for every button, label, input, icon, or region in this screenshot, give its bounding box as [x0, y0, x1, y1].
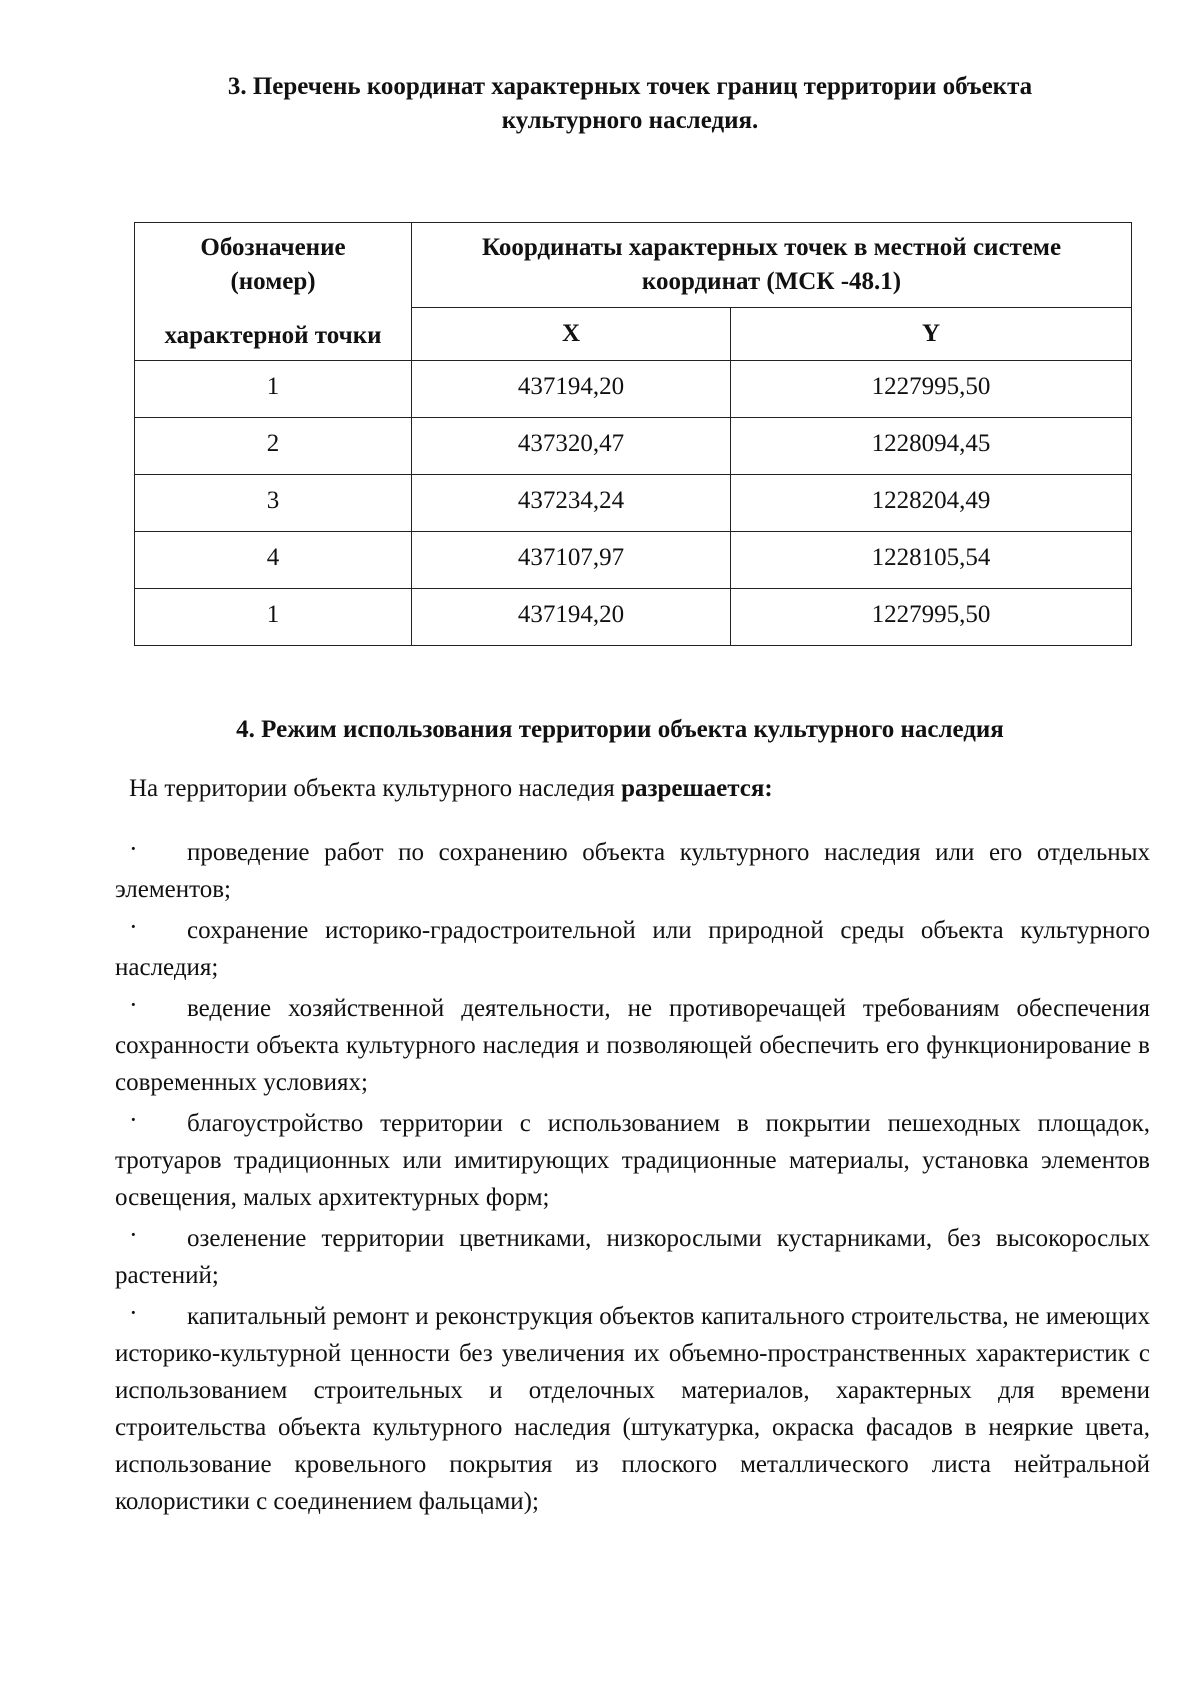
point-designation-header-line-1: Обозначение — [200, 234, 346, 261]
coordinates-header-line-1: Координаты характерных точек в местной системе — [481, 234, 1062, 261]
list-item-text: капитальный ремонт и реконструкция объектов капитального строительства, не имеющих историко-культурной ценности без увеличения их объемно-пространственных характеристик с использованием строительных и отделочных материалов, характерных для времени строительства объекта культурного наследия (штукатурка, окраска фасадов в неяркие цвета, использование кровельного покрытия из плоского металлического листа нейтральной колористики с соединением фальцами); — [115, 1303, 1150, 1515]
y-coordinate-cell: 1227995,50 — [731, 589, 1132, 646]
coordinates-header-line-2: координат (МСК -48.1) — [641, 268, 902, 295]
point-designation-header-line-3: характерной точки — [164, 322, 382, 349]
x-coordinate-cell: 437320,47 — [412, 418, 731, 475]
list-item-text: ведение хозяйственной деятельности, не противоречащей требованиям обеспечения сохранности объекта культурного наследия и позволяющей обеспечить его функционирование в современных условиях; — [115, 995, 1150, 1096]
table-row — [135, 361, 1132, 418]
table-row — [135, 418, 1132, 475]
y-column-header: Y — [731, 308, 1132, 361]
point-number-cell: 1 — [135, 589, 412, 646]
list-item — [115, 1220, 1150, 1294]
x-coordinate-cell: 437234,24 — [412, 475, 731, 532]
bullet-icon: · — [129, 990, 138, 1019]
point-number-cell: 1 — [135, 361, 412, 418]
regime-intro-text: На территории объекта культурного наследия — [129, 775, 622, 802]
x-column-header: X — [412, 308, 731, 361]
regime-intro — [129, 772, 773, 806]
y-coordinate-cell: 1228105,54 — [731, 532, 1132, 589]
bullet-icon: · — [129, 834, 138, 863]
section-3-title-line-1: 3. Перечень координат характерных точек границ территории объекта — [227, 73, 1033, 100]
section-4-title: 4. Режим использования территории объекта культурного наследия — [236, 716, 1004, 743]
table-row — [135, 475, 1132, 532]
list-item — [115, 1298, 1150, 1520]
list-item — [115, 912, 1150, 986]
section-3-title-line-2: культурного наследия. — [501, 107, 759, 134]
bullet-icon: · — [129, 912, 138, 941]
coordinates-table — [134, 222, 1132, 646]
list-item-text: благоустройство территории с использованием в покрытии пешеходных площадок, тротуаров традиционных или имитирующих традиционные материалы, установка элементов освещения, малых архитектурных форм; — [115, 1110, 1150, 1211]
point-number-cell: 4 — [135, 532, 412, 589]
coordinates-header — [412, 223, 1132, 308]
permitted-activities-list — [115, 834, 1150, 1524]
table-row — [135, 589, 1132, 646]
list-item — [115, 834, 1150, 908]
y-coordinate-cell: 1228094,45 — [731, 418, 1132, 475]
x-coordinate-cell: 437194,20 — [412, 589, 731, 646]
list-item-text: озеленение территории цветниками, низкорослыми кустарниками, без высокорослых растений; — [115, 1225, 1150, 1289]
point-number-cell: 3 — [135, 475, 412, 532]
list-item — [115, 1105, 1150, 1216]
y-coordinate-cell: 1227995,50 — [731, 361, 1132, 418]
point-designation-header-line-2: (номер) — [230, 268, 316, 295]
section-3-title — [130, 70, 1130, 138]
bullet-icon: · — [129, 1220, 138, 1249]
x-coordinate-cell: 437107,97 — [412, 532, 731, 589]
x-coordinate-cell: 437194,20 — [412, 361, 731, 418]
point-number-cell: 2 — [135, 418, 412, 475]
list-item — [115, 990, 1150, 1101]
bullet-icon: · — [129, 1105, 138, 1134]
list-item-text: сохранение историко-градостроительной или природной среды объекта культурного наследия; — [115, 917, 1150, 981]
bullet-icon: · — [129, 1298, 138, 1327]
list-item-text: проведение работ по сохранению объекта культурного наследия или его отдельных элементов; — [115, 839, 1150, 903]
table-row — [135, 532, 1132, 589]
y-coordinate-cell: 1228204,49 — [731, 475, 1132, 532]
regime-intro-allowed: разрешается: — [621, 775, 773, 802]
point-designation-header — [135, 223, 412, 361]
